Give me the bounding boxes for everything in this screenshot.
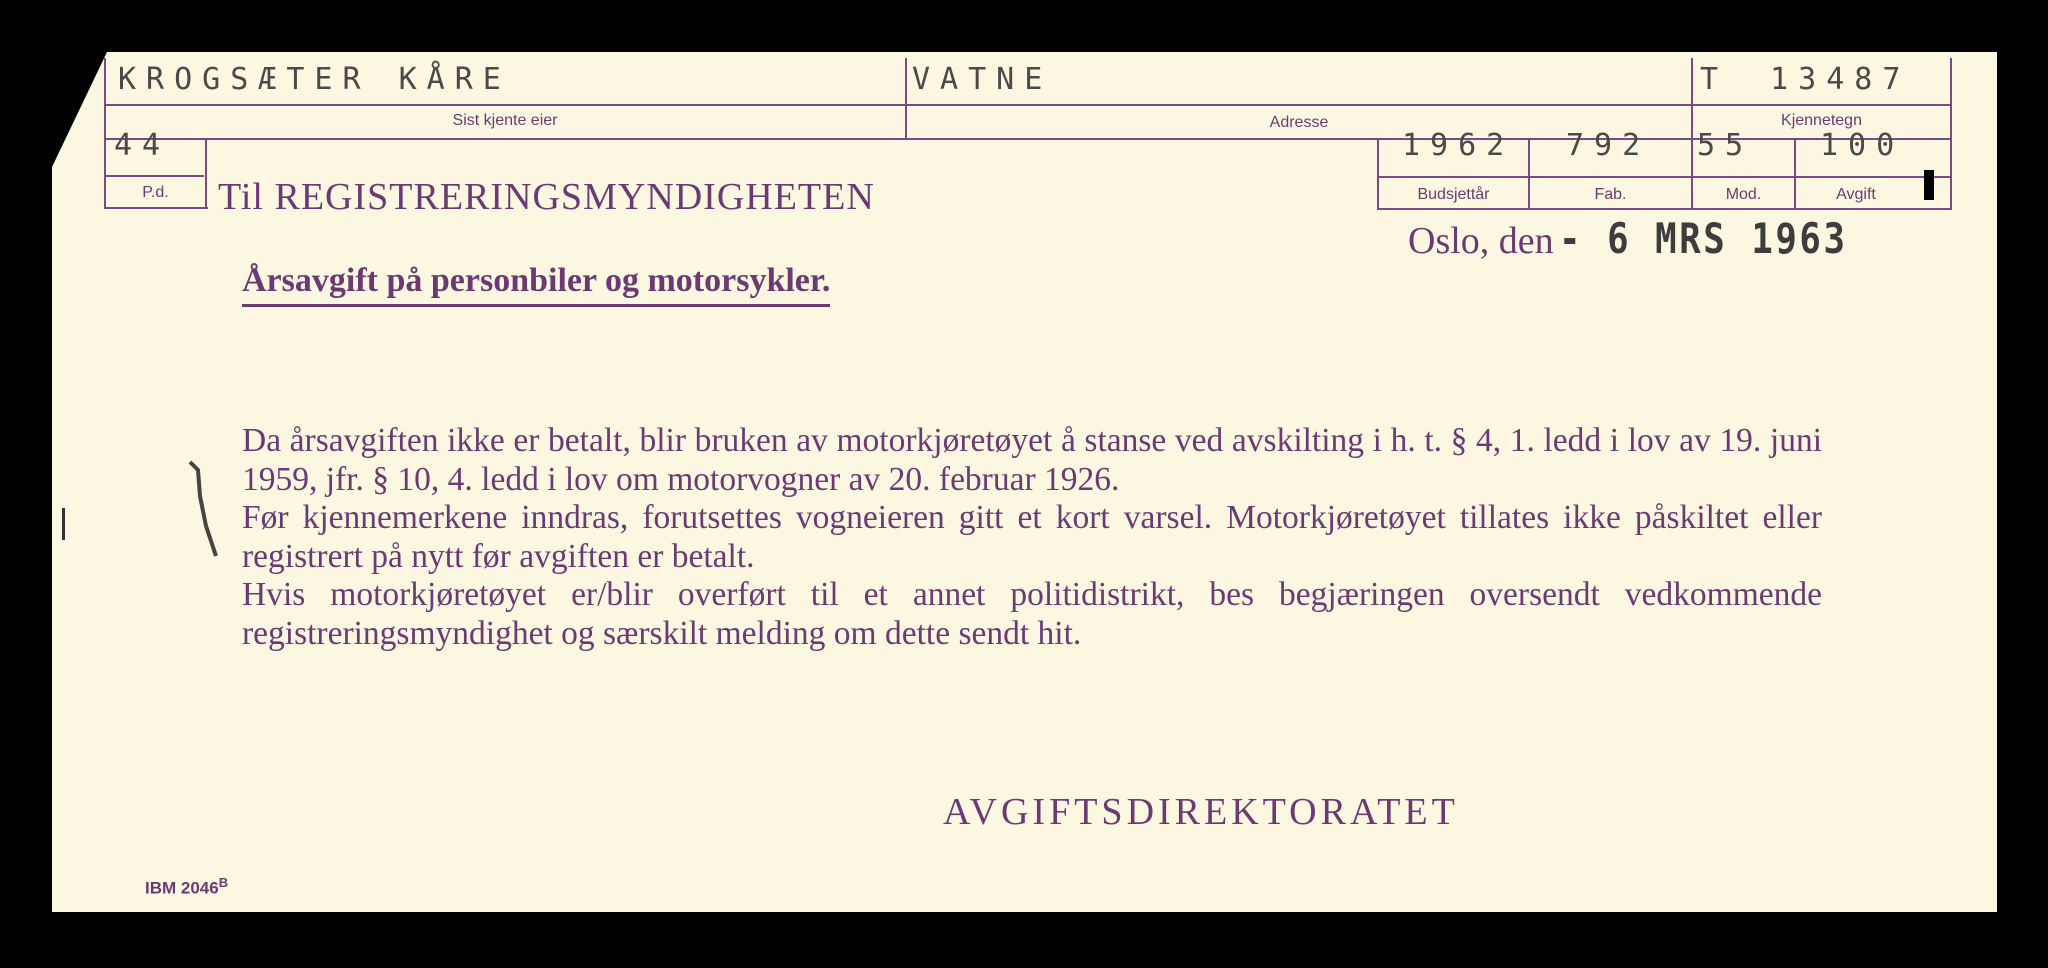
heading: Årsavgift på personbiler og motorsykler. <box>242 262 830 307</box>
address-value: VATNE <box>912 62 1053 97</box>
header-line <box>104 104 1952 106</box>
paragraph: Før kjennemerkene inndras, forutsettes vogneieren gitt et kort varsel. Motorkjøretøyet tillates ikke påskiltet eller registrert på nytt før avgiften er betalt. <box>242 499 1822 575</box>
header-line <box>1377 176 1952 178</box>
date-line <box>1408 214 1898 263</box>
fab-value: 792 <box>1566 128 1651 163</box>
pd-label: P.d. <box>142 184 169 201</box>
owner-label: Sist kjente eier <box>452 112 558 129</box>
body-text <box>242 422 1822 653</box>
address-label: Adresse <box>1269 114 1329 131</box>
pd-value: 44 <box>114 128 171 163</box>
recipient: Til REGISTRERINGSMYNDIGHETEN <box>218 176 875 218</box>
pencil-stroke <box>180 456 230 566</box>
plate-label: Kjennetegn <box>1781 112 1862 129</box>
fab-label: Fab. <box>1594 186 1627 203</box>
header-line <box>104 138 1952 140</box>
signature: AVGIFTSDIREKTORATET <box>943 791 1459 833</box>
budget-year-label: Budsjettår <box>1417 186 1490 203</box>
mod-value: 55 <box>1697 128 1754 163</box>
owner-value: KROGSÆTER KÅRE <box>118 62 511 97</box>
plate-value: T 13487 <box>1700 62 1911 97</box>
header-line <box>104 207 208 209</box>
ink-mark <box>1924 170 1934 200</box>
date-place: Oslo, den <box>1408 220 1554 262</box>
date-stamp: - 6 MRS 1963 <box>1558 214 1848 263</box>
form-code-text: IBM 2046 <box>145 878 219 898</box>
mod-label: Mod. <box>1725 186 1762 203</box>
header-divider <box>205 140 207 208</box>
paragraph: Da årsavgiften ikke er betalt, blir bruken av motorkjøretøyet å stanse ved avskilting i h. t. § 4, 1. ledd i lov av 19. juni 1959, jfr. § 10, 4. ledd i lov om motorvogner av 20. februar 1926. <box>242 422 1822 498</box>
header-line <box>1377 208 1952 210</box>
form-code <box>145 875 228 899</box>
budget-year-value: 1962 <box>1402 128 1515 163</box>
fee-label: Avgift <box>1836 186 1876 203</box>
margin-mark <box>62 508 65 540</box>
fee-value: 100 <box>1820 128 1905 163</box>
form-code-suffix: B <box>218 875 229 890</box>
paragraph: Hvis motorkjøretøyet er/blir overført til et annet politidistrikt, bes begjæringen oversendt vedkommende registreringsmyndighet og særskilt melding om dette sendt hit. <box>242 576 1822 652</box>
header-divider <box>1950 58 1952 210</box>
header-line <box>104 175 204 177</box>
